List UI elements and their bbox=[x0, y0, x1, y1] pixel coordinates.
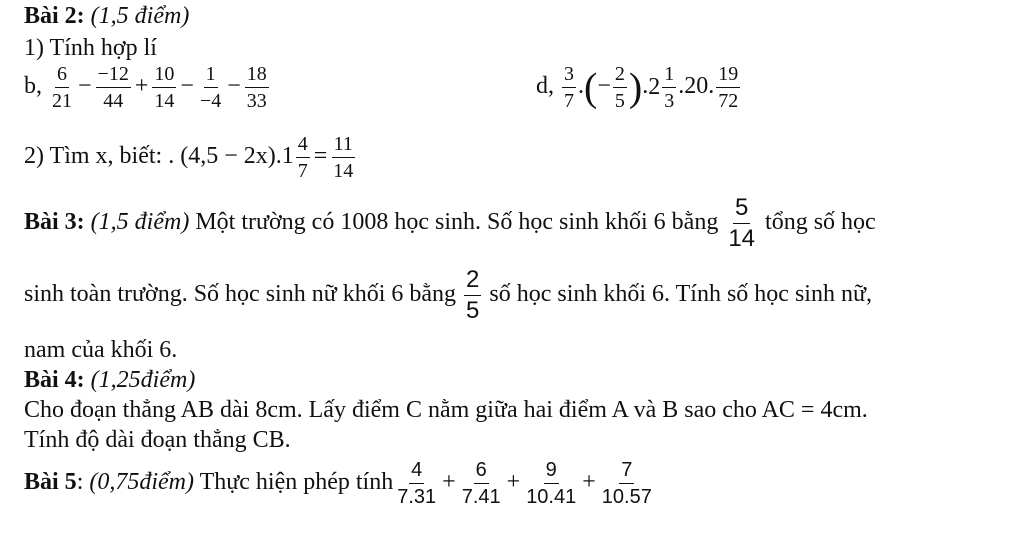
bai3-line3: nam của khối 6. bbox=[24, 337, 178, 363]
d-fraction-4: $\frac{19}{72}$ bbox=[718, 63, 739, 112]
bai3-line1: Bài 3: (1,5 điểm) Một trường có 1008 học sinh. Số học sinh khối 6 bằng $\frac{5}{14}$ tổng số học bbox=[24, 194, 876, 252]
bai5-points: (0,75điểm) bbox=[89, 469, 194, 496]
bai3-title: Bài 3: bbox=[24, 209, 85, 236]
part2-expression: (4,5 − 2x).1 bbox=[180, 143, 294, 170]
bai4-header bbox=[24, 366, 195, 394]
b-fraction-5: $\frac{18}{33}$ bbox=[246, 63, 267, 112]
bai5-fraction-1: $\frac{4}{7.31}$ bbox=[397, 459, 437, 508]
b-fraction-3: $\frac{10}{14}$ bbox=[154, 63, 175, 112]
bai2-b-expression: b, $\frac{6}{21}$ − $\frac{-12}{44}$ + $\frac{10}{14}$ − $\frac{1}{-4}$ − $\frac{18}{33}$ bbox=[24, 63, 267, 112]
bai5-fraction-2: $\frac{6}{7.41}$ bbox=[461, 459, 501, 508]
b-fraction-1: $\frac{6}{21}$ bbox=[52, 63, 72, 112]
bai2-title: Bài 2: bbox=[24, 3, 85, 29]
b-fraction-2: $\frac{-12}{44}$ bbox=[97, 63, 129, 112]
bai3-fraction-2: $\frac{2}{5}$ bbox=[466, 266, 480, 324]
bai3-fraction-1: $\frac{5}{14}$ bbox=[728, 194, 756, 252]
bai4-title: Bài 4: bbox=[24, 367, 85, 393]
d-fraction-2: $\frac{2}{5}$ bbox=[614, 63, 625, 112]
bai4-line2: Tính độ dài đoạn thẳng CB. bbox=[24, 427, 291, 453]
d-label: d, bbox=[536, 73, 554, 100]
bai2-points: (1,5 điểm) bbox=[90, 3, 190, 29]
bai5-line: Bài 5: (0,75điểm) Thực hiện phép tính $\frac{4}{7.31}$ + $\frac{6}{7.41}$ + $\frac{9}{10.41}$ + $\frac{7}{10.57}$ bbox=[24, 459, 652, 508]
bai5-fraction-3: $\frac{9}{10.41}$ bbox=[526, 459, 577, 508]
bai3-line2: sinh toàn trường. Số học sinh nữ khối 6 bằng $\frac{2}{5}$ số học sinh khối 6. Tính số học sinh nữ, bbox=[24, 266, 872, 324]
d-mixed-number: 2 $\frac{1}{3}$ bbox=[648, 63, 675, 112]
d-fraction-1: $\frac{3}{7}$ bbox=[564, 63, 574, 112]
bai5-title: Bài 5 bbox=[24, 469, 77, 496]
bai4-points: (1,25điểm) bbox=[90, 367, 196, 393]
bai4-line1: Cho đoạn thẳng AB dài 8cm. Lấy điểm C nằm giữa hai điểm A và B sao cho AC = 4cm. bbox=[24, 397, 868, 423]
bai5-fraction-4: $\frac{7}{10.57}$ bbox=[601, 459, 652, 508]
bai3-points: (1,5 điểm) bbox=[90, 209, 190, 236]
part2-fraction-2: $\frac{11}{14}$ bbox=[333, 133, 354, 182]
part2-label: 2) Tìm x, biết: . bbox=[24, 143, 175, 170]
bai2-part1: 1) Tính hợp lí bbox=[24, 35, 157, 61]
b-label: b, bbox=[24, 73, 42, 100]
part2-fraction-1: $\frac{4}{7}$ bbox=[297, 133, 308, 182]
bai2-header bbox=[24, 2, 189, 30]
bai2-d-expression: d, $\frac{3}{7}$ .(− $\frac{2}{5}$ ). 2 $\frac{1}{3}$ .20. $\frac{19}{72}$ bbox=[536, 63, 739, 112]
bai2-part2: 2) Tìm x, biết: . (4,5 − 2x).1 $\frac{4}{7}$ = $\frac{11}{14}$ bbox=[24, 133, 354, 182]
b-fraction-4: $\frac{1}{-4}$ bbox=[199, 63, 222, 112]
